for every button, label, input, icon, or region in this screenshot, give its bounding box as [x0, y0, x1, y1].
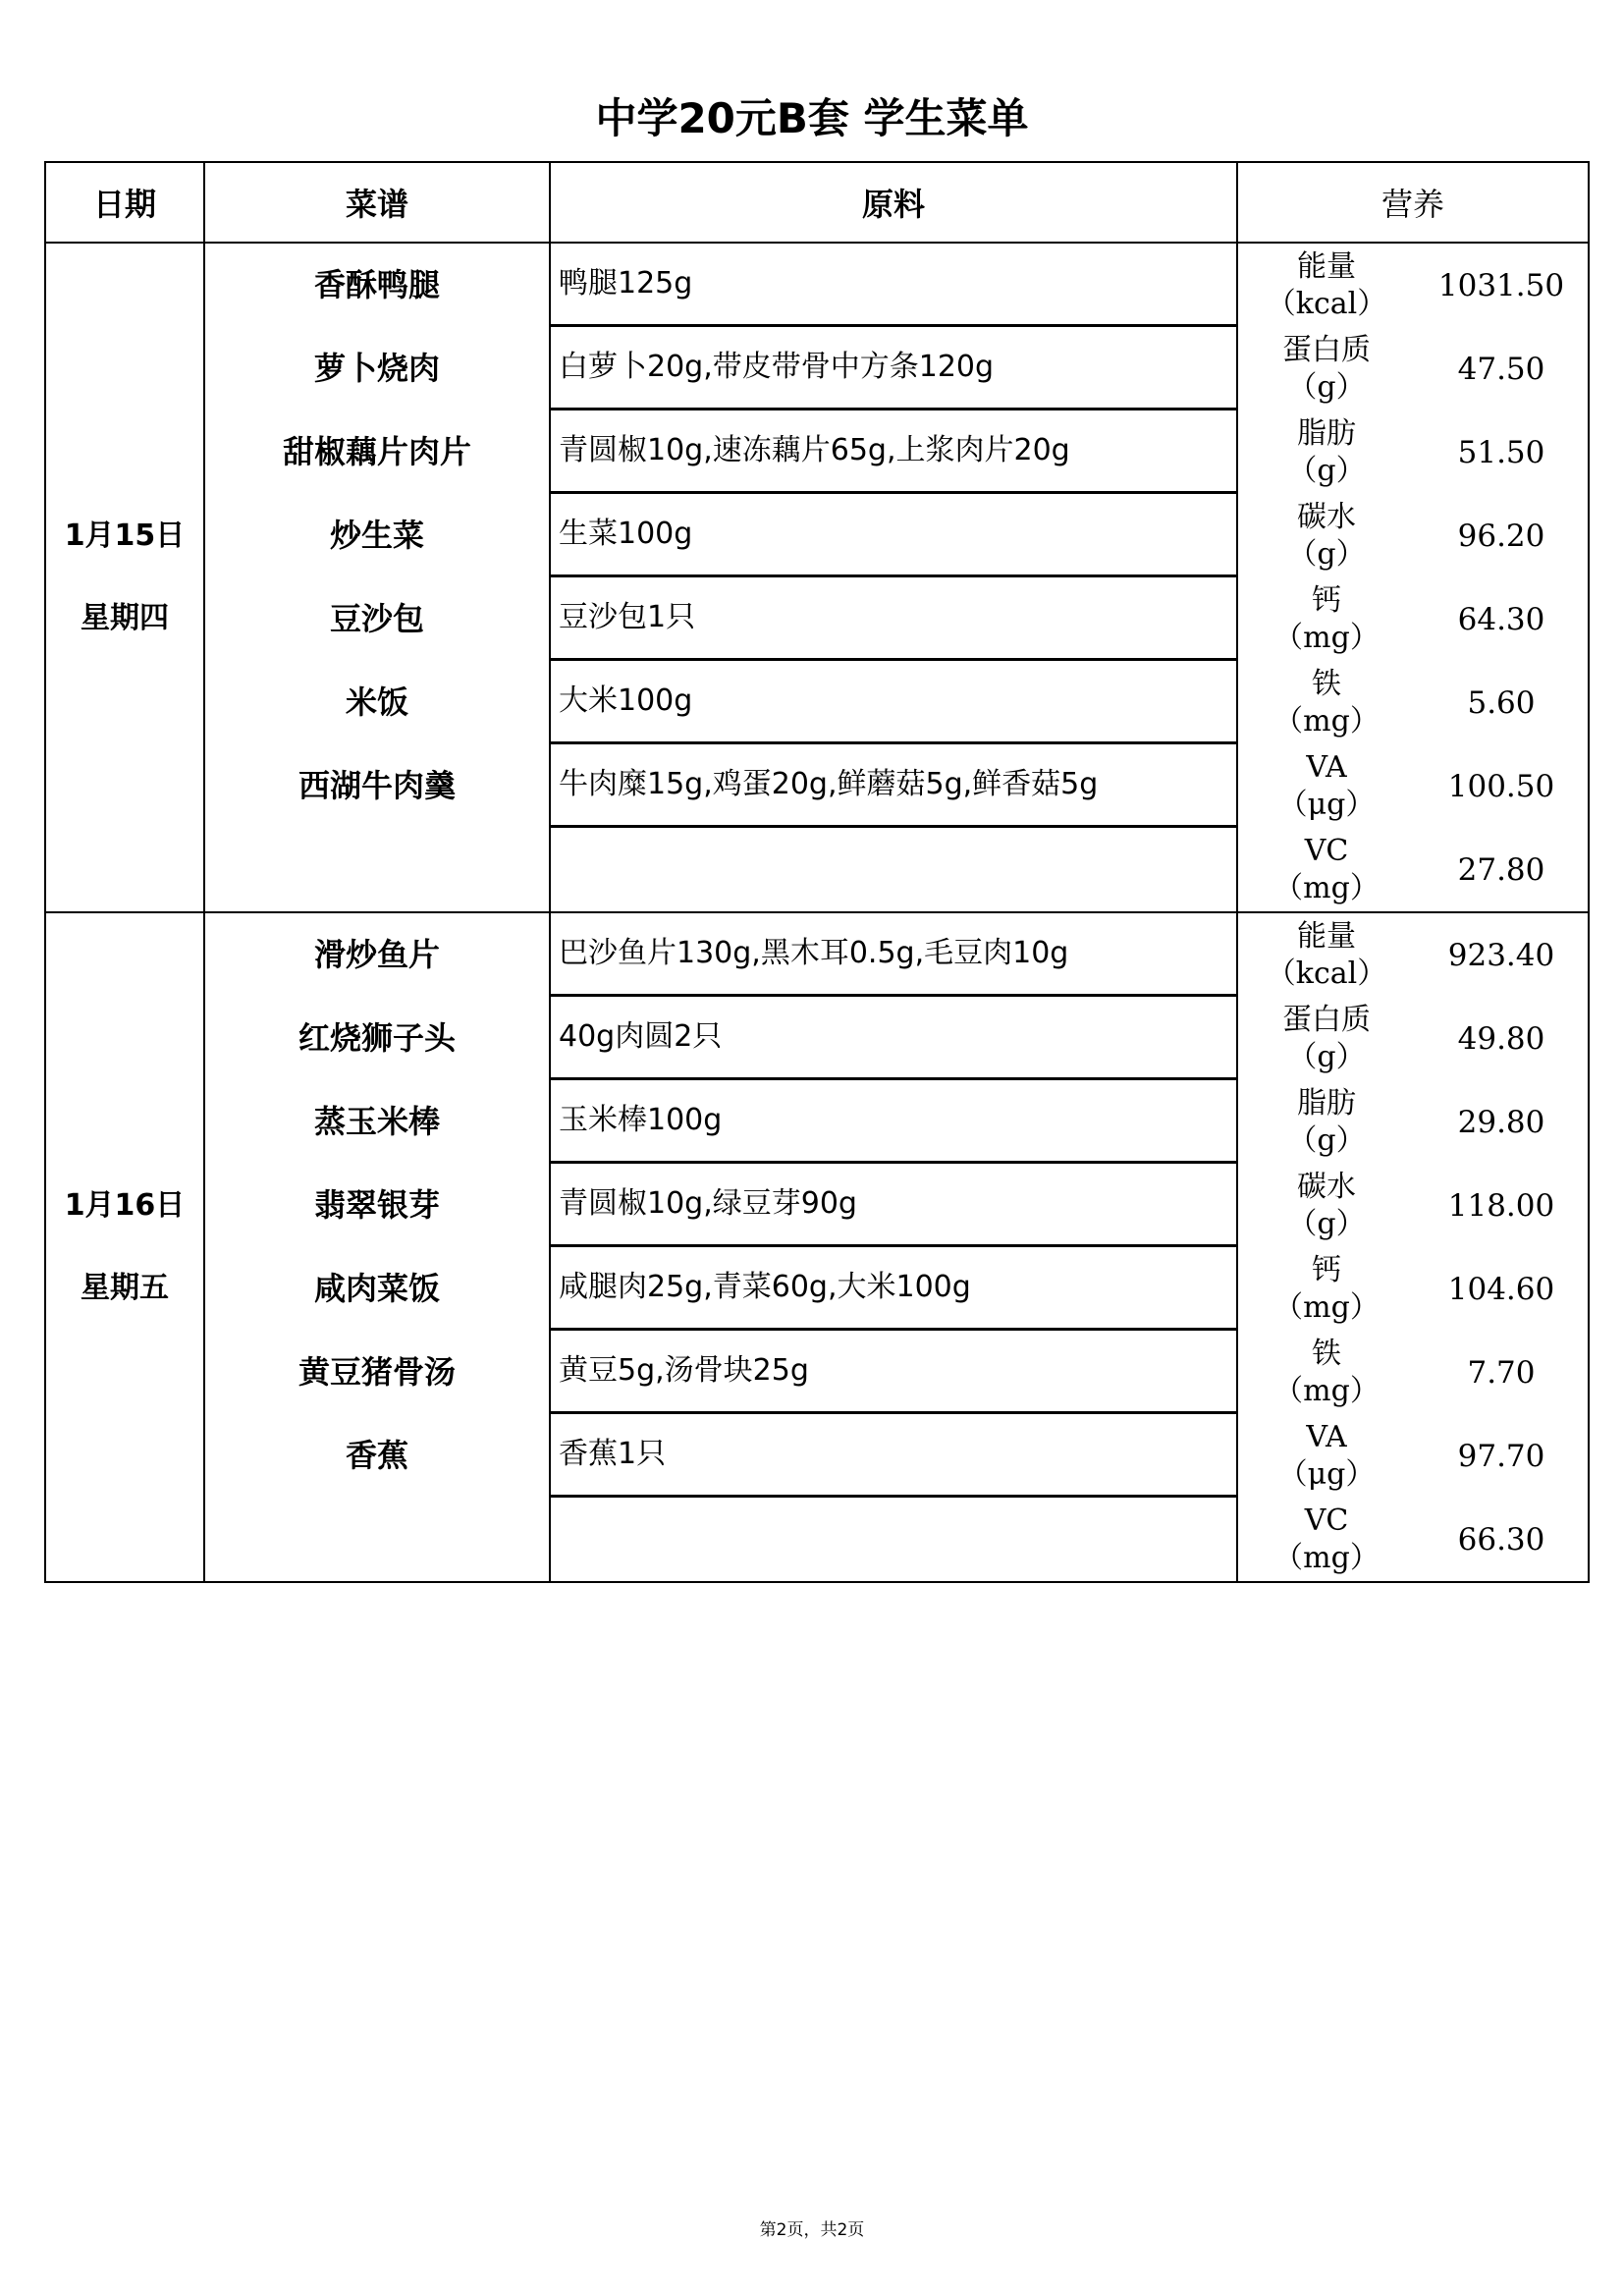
nutrient-name: 钙 — [1312, 1252, 1341, 1287]
header-ingredients: 原料 — [550, 162, 1237, 243]
nutrient-row — [1238, 1414, 1588, 1498]
nutrient-value: 104.60 — [1447, 1271, 1555, 1307]
dish-item: 香蕉 — [345, 1437, 408, 1474]
date-label: 1月16日 — [64, 1188, 186, 1223]
nutrient-value: 96.20 — [1457, 518, 1545, 554]
nutrient-row — [1238, 828, 1588, 911]
ingredients-cell — [550, 243, 1237, 912]
ingredient-item: 黄豆5g,汤骨块25g — [551, 1328, 1236, 1411]
nutrient-row — [1238, 661, 1588, 744]
nutrition-cell — [1237, 912, 1589, 1582]
nutrient-name: 蛋白质 — [1282, 332, 1371, 367]
nutrient-row — [1238, 1080, 1588, 1164]
nutrient-row — [1238, 244, 1588, 327]
ingredient-item: 青圆椒10g,速冻藕片65g,上浆肉片20g — [551, 408, 1236, 491]
nutrient-name: 铁 — [1312, 666, 1341, 701]
nutrient-unit: （mg） — [1273, 703, 1380, 738]
nutrient-name: 碳水 — [1297, 1169, 1356, 1204]
nutrient-name: VC — [1304, 1503, 1349, 1538]
nutrient-name: 脂肪 — [1297, 415, 1356, 451]
dish-item: 豆沙包 — [329, 600, 424, 637]
dish-item: 米饭 — [345, 683, 408, 721]
nutrient-value: 29.80 — [1457, 1104, 1545, 1140]
nutrient-name: 碳水 — [1297, 499, 1356, 534]
nutrient-row — [1238, 494, 1588, 577]
nutrient-value: 118.00 — [1447, 1187, 1555, 1224]
nutrient-row — [1238, 577, 1588, 661]
ingredient-item: 40g肉圆2只 — [551, 994, 1236, 1077]
nutrient-name: VA — [1306, 1419, 1347, 1454]
nutrient-unit: （mg） — [1273, 1540, 1380, 1575]
nutrient-unit: （g） — [1287, 1039, 1366, 1074]
weekday-label: 星期四 — [81, 601, 169, 635]
nutrient-row — [1238, 1498, 1588, 1581]
ingredient-item: 玉米棒100g — [551, 1077, 1236, 1161]
ingredient-item: 香蕉1只 — [551, 1411, 1236, 1495]
nutrient-name: 铁 — [1312, 1336, 1341, 1371]
menu-table — [44, 161, 1590, 1583]
weekday-label: 星期五 — [81, 1271, 169, 1305]
dish-item: 萝卜烧肉 — [313, 350, 440, 387]
dish-cell — [204, 912, 550, 1582]
dish-item: 炒生菜 — [329, 517, 424, 554]
dish-item: 红烧狮子头 — [298, 1019, 456, 1057]
nutrient-value: 1031.50 — [1437, 267, 1565, 303]
header-dish: 菜谱 — [204, 162, 550, 243]
date-cell — [45, 243, 204, 912]
nutrient-name: 脂肪 — [1297, 1085, 1356, 1121]
ingredient-item: 牛肉糜15g,鸡蛋20g,鲜蘑菇5g,鲜香菇5g — [551, 741, 1236, 825]
nutrient-name: 钙 — [1312, 582, 1341, 618]
nutrient-value: 49.80 — [1457, 1020, 1545, 1057]
nutrient-unit: （g） — [1287, 536, 1366, 572]
nutrient-unit: （g） — [1287, 1122, 1366, 1158]
nutrient-unit: （mg） — [1273, 870, 1380, 905]
nutrient-unit: （g） — [1287, 1206, 1366, 1241]
nutrient-row — [1238, 1164, 1588, 1247]
nutrient-value: 47.50 — [1457, 351, 1545, 387]
ingredient-item — [551, 1495, 1236, 1578]
nutrient-row — [1238, 1247, 1588, 1331]
dish-item: 甜椒藕片肉片 — [282, 433, 471, 470]
nutrient-value: 5.60 — [1467, 684, 1536, 721]
nutrient-row — [1238, 410, 1588, 494]
dish-item: 蒸玉米棒 — [313, 1103, 440, 1140]
ingredient-item: 青圆椒10g,绿豆芽90g — [551, 1161, 1236, 1244]
nutrient-unit: （g） — [1287, 369, 1366, 405]
nutrient-value: 97.70 — [1457, 1438, 1545, 1474]
header-row — [45, 162, 1589, 243]
nutrient-unit: （kcal） — [1266, 286, 1387, 321]
ingredient-item: 豆沙包1只 — [551, 574, 1236, 658]
ingredient-item: 鸭腿125g — [559, 266, 693, 301]
dish-item: 黄豆猪骨汤 — [298, 1353, 456, 1391]
ingredient-item: 巴沙鱼片130g,黑木耳0.5g,毛豆肉10g — [559, 936, 1069, 970]
dish-cell — [204, 243, 550, 912]
nutrient-name: VA — [1306, 749, 1347, 785]
ingredient-item — [551, 825, 1236, 908]
nutrient-unit: （μg） — [1277, 1456, 1376, 1492]
date-label: 1月15日 — [64, 519, 186, 553]
nutrient-name: 能量 — [1297, 918, 1356, 954]
nutrient-unit: （mg） — [1273, 620, 1380, 655]
nutrient-row — [1238, 913, 1588, 997]
header-nutrition: 营养 — [1237, 162, 1589, 243]
nutrient-unit: （mg） — [1273, 1289, 1380, 1325]
nutrient-value: 100.50 — [1447, 768, 1555, 804]
nutrient-unit: （μg） — [1277, 787, 1376, 822]
ingredients-cell — [550, 912, 1237, 1582]
nutrient-unit: （kcal） — [1266, 956, 1387, 991]
dish-item: 滑炒鱼片 — [313, 936, 440, 973]
page-footer: 第2页，共2页 — [759, 2220, 865, 2240]
ingredient-item: 生菜100g — [551, 491, 1236, 574]
nutrient-name: VC — [1304, 833, 1349, 868]
nutrient-value: 7.70 — [1467, 1354, 1536, 1391]
nutrient-row — [1238, 997, 1588, 1080]
nutrient-unit: （mg） — [1273, 1373, 1380, 1408]
nutrient-name: 蛋白质 — [1282, 1002, 1371, 1037]
header-date: 日期 — [45, 162, 204, 243]
nutrient-row — [1238, 1331, 1588, 1414]
date-cell — [45, 912, 204, 1582]
nutrient-value: 66.30 — [1457, 1521, 1545, 1558]
nutrient-unit: （g） — [1287, 453, 1366, 488]
nutrient-value: 51.50 — [1457, 434, 1545, 470]
nutrient-row — [1238, 327, 1588, 410]
day-row — [45, 243, 1589, 912]
nutrient-value: 27.80 — [1457, 851, 1545, 888]
dish-item: 西湖牛肉羹 — [298, 767, 456, 804]
page-title: 中学20元B套 学生菜单 — [595, 94, 1029, 142]
nutrient-row — [1238, 744, 1588, 828]
nutrient-name: 能量 — [1297, 248, 1356, 284]
dish-item: 香酥鸭腿 — [313, 266, 440, 303]
nutrient-value: 923.40 — [1447, 937, 1555, 973]
dish-item: 咸肉菜饭 — [313, 1270, 440, 1307]
day-row — [45, 912, 1589, 1582]
nutrient-value: 64.30 — [1457, 601, 1545, 637]
dish-item: 翡翠银芽 — [313, 1186, 440, 1224]
ingredient-item: 白萝卜20g,带皮带骨中方条120g — [551, 324, 1236, 408]
ingredient-item: 咸腿肉25g,青菜60g,大米100g — [551, 1244, 1236, 1328]
ingredient-item: 大米100g — [551, 658, 1236, 741]
nutrition-cell — [1237, 243, 1589, 912]
